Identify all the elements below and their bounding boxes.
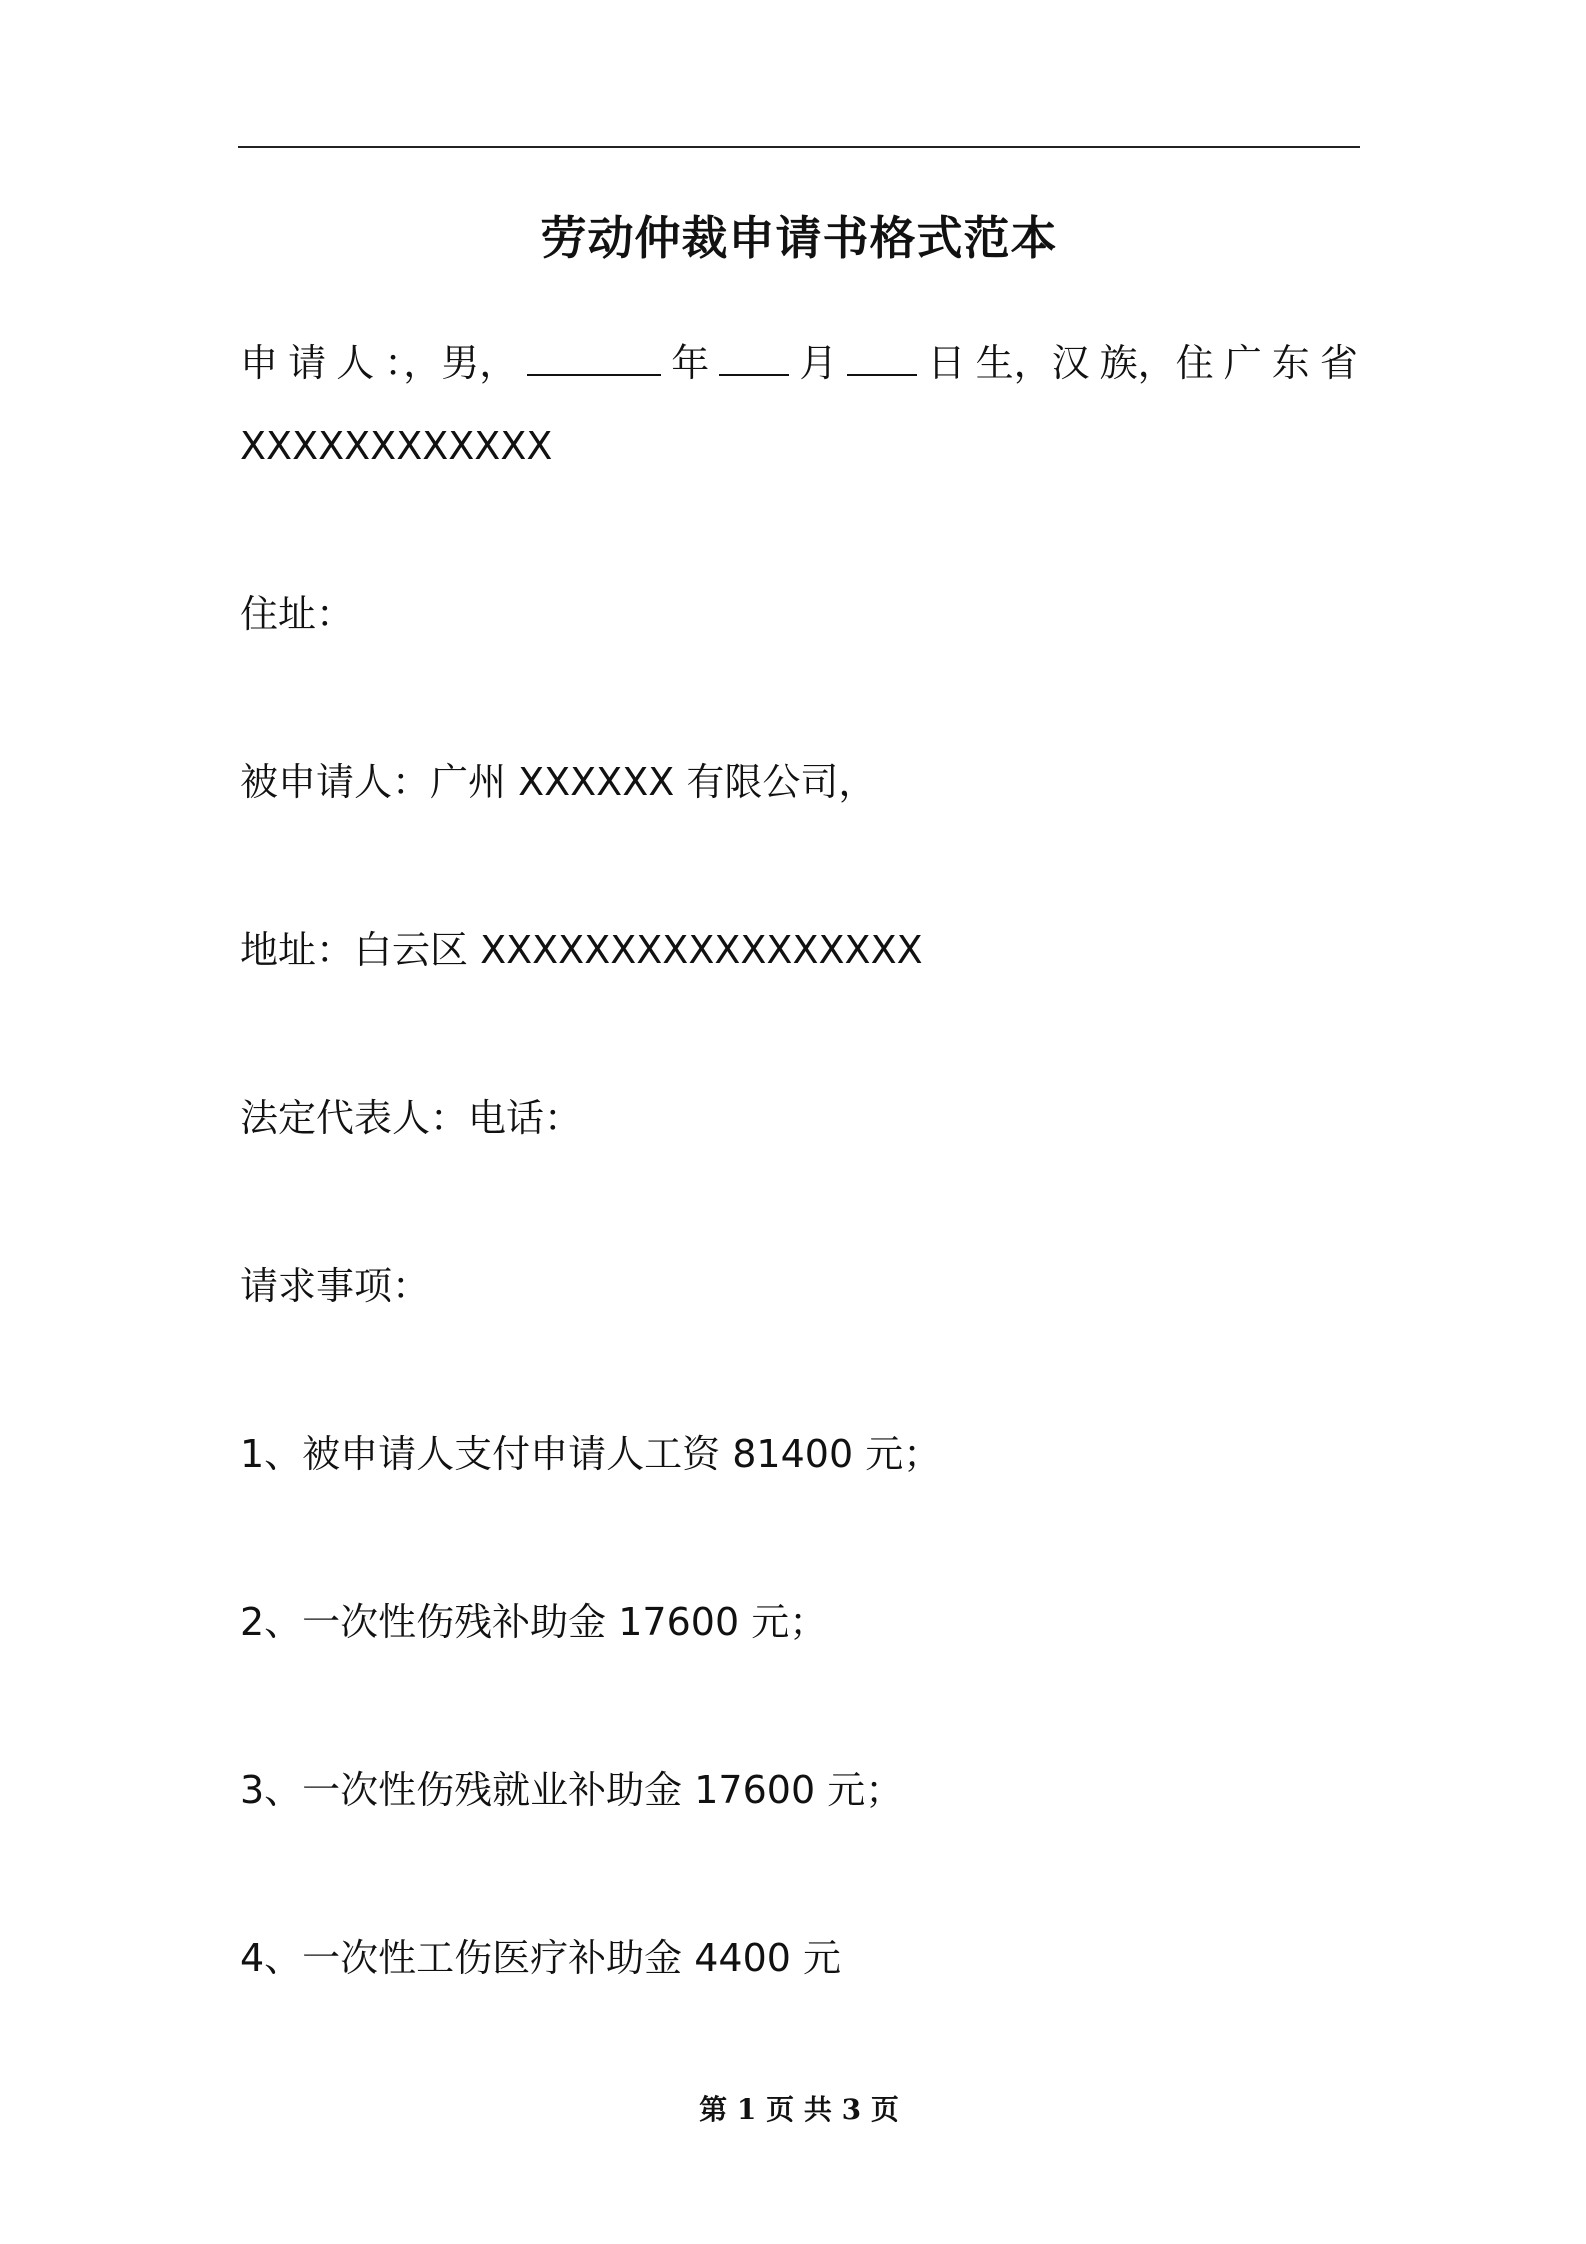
applicant-text: 东 xyxy=(1271,341,1310,385)
applicant-text: 人 xyxy=(336,341,375,385)
address-label: 住址： xyxy=(240,592,355,636)
request-item: 3、一次性伤残就业补助金 17600 元； xyxy=(240,1768,904,1812)
header-rule xyxy=(238,146,1360,148)
legal-rep-line: 法定代表人：电话： xyxy=(240,1096,583,1140)
applicant-text: 申 xyxy=(240,341,279,385)
applicant-text: 请 xyxy=(288,341,327,385)
respondent-line: 被申请人：广州 XXXXXX 有限公司， xyxy=(240,760,877,804)
month-label: 月 xyxy=(799,341,838,385)
request-item: 4、一次性工伤医疗补助金 4400 元 xyxy=(240,1936,842,1980)
applicant-text: 日 xyxy=(927,341,966,385)
respondent-address-line: 地址：白云区 XXXXXXXXXXXXXXXXX xyxy=(240,928,923,972)
applicant-line xyxy=(240,336,1358,389)
applicant-text: 广 xyxy=(1223,341,1262,385)
birth-month-blank xyxy=(719,336,789,376)
request-item: 2、一次性伤残补助金 17600 元； xyxy=(240,1600,828,1644)
birth-year-blank xyxy=(527,336,661,376)
birth-day-blank xyxy=(847,336,917,376)
document-title: 劳动仲裁申请书格式范本 xyxy=(540,211,1058,265)
page-footer: 第 1 页 共 3 页 xyxy=(699,2093,899,2126)
applicant-text: ：，男， xyxy=(384,341,518,385)
request-item: 1、被申请人支付申请人工资 81400 元； xyxy=(240,1432,942,1476)
year-label: 年 xyxy=(671,341,710,385)
applicant-text: 生，汉 xyxy=(975,341,1090,385)
applicant-text: 族，住 xyxy=(1099,341,1214,385)
applicant-text: 省 xyxy=(1319,341,1358,385)
applicant-id: XXXXXXXXXXXX xyxy=(240,424,553,468)
requests-heading: 请求事项： xyxy=(240,1264,431,1308)
